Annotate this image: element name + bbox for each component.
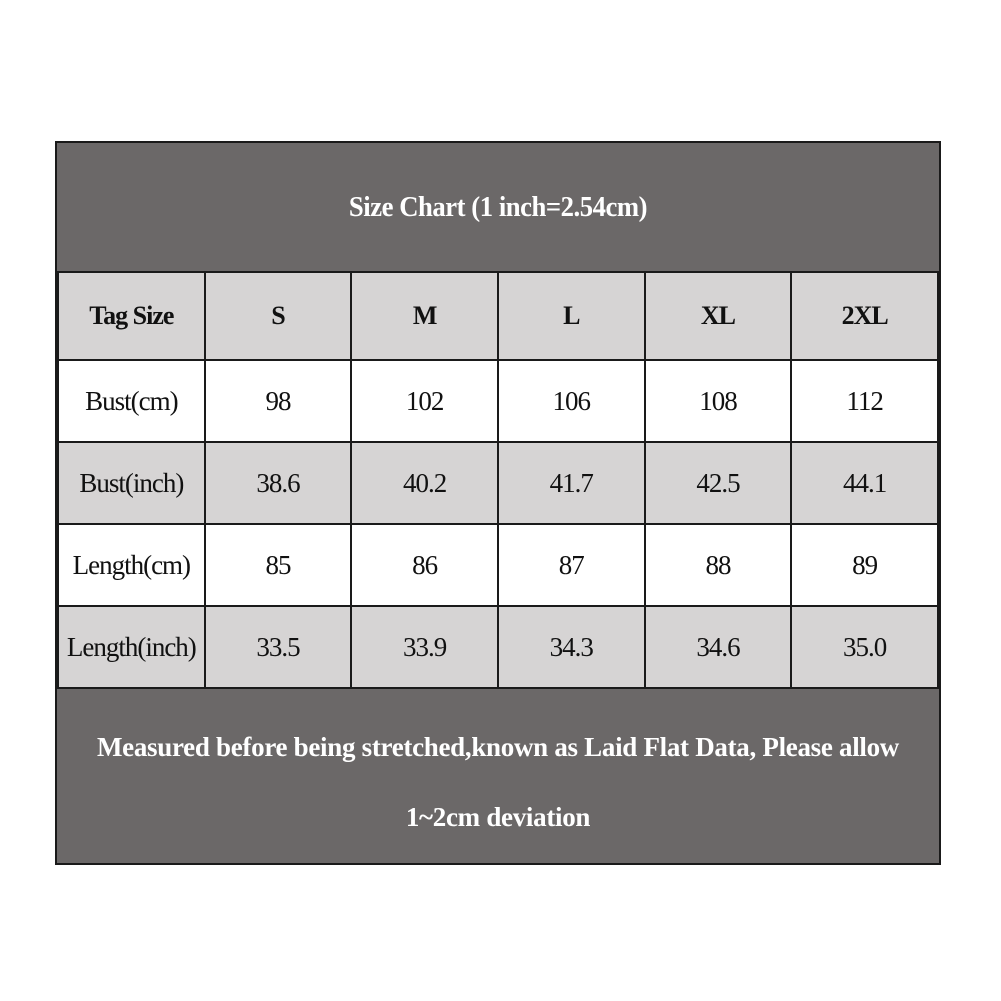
measurement-note-line-1: Measured before being stretched,known as Laid Flat Data, Please allow: [96, 732, 900, 762]
table-cell: 35.0: [791, 606, 938, 688]
measurement-note-line-2: 1~2cm deviation: [405, 802, 591, 832]
table-cell: 34.6: [645, 606, 792, 688]
table-cell: 38.6: [205, 442, 352, 524]
measurement-note: [57, 700, 939, 863]
table-cell: 44.1: [791, 442, 938, 524]
row-label: Bust(inch): [58, 442, 205, 524]
header-cell-tag-size: Tag Size: [58, 272, 205, 360]
table-cell: 102: [351, 360, 498, 442]
table-header-row: [58, 272, 938, 360]
table-cell: 85: [205, 524, 352, 606]
table-cell: 41.7: [498, 442, 645, 524]
header-cell-xl: XL: [645, 272, 792, 360]
table-cell: 87: [498, 524, 645, 606]
table-cell: 40.2: [351, 442, 498, 524]
size-table: [57, 271, 939, 689]
table-row: [58, 442, 938, 524]
header-cell-2xl: 2XL: [791, 272, 938, 360]
table-cell: 33.9: [351, 606, 498, 688]
header-cell-l: L: [498, 272, 645, 360]
table-cell: 108: [645, 360, 792, 442]
table-cell: 42.5: [645, 442, 792, 524]
table-cell: 106: [498, 360, 645, 442]
table-cell: 88: [645, 524, 792, 606]
size-chart-title: Size Chart (1 inch=2.54cm): [348, 190, 648, 223]
table-row: [58, 524, 938, 606]
row-label: Length(cm): [58, 524, 205, 606]
size-chart: [55, 141, 941, 865]
table-row: [58, 606, 938, 688]
table-cell: 33.5: [205, 606, 352, 688]
row-label: Length(inch): [58, 606, 205, 688]
header-cell-m: M: [351, 272, 498, 360]
table-cell: 34.3: [498, 606, 645, 688]
row-label: Bust(cm): [58, 360, 205, 442]
table-cell: 86: [351, 524, 498, 606]
table-cell: 112: [791, 360, 938, 442]
table-cell: 98: [205, 360, 352, 442]
table-cell: 89: [791, 524, 938, 606]
header-cell-s: S: [205, 272, 352, 360]
table-row: [58, 360, 938, 442]
